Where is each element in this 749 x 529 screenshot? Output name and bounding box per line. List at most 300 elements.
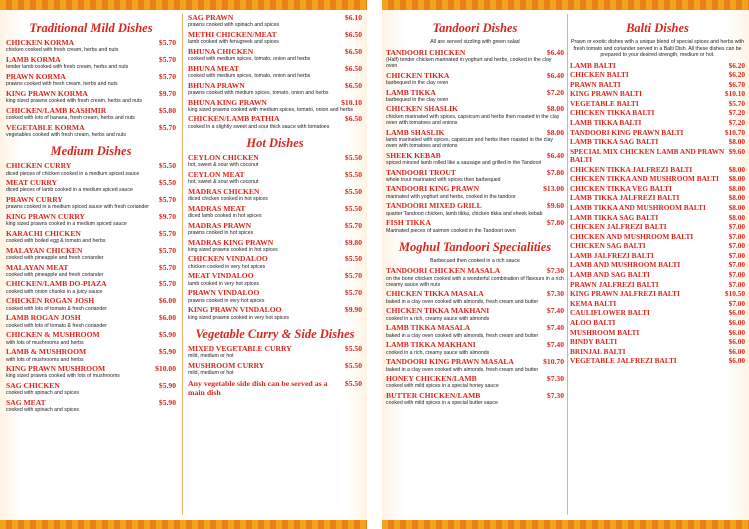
dish-price: $7.20 xyxy=(728,118,745,128)
menu-item-row xyxy=(570,223,745,231)
menu-item-row xyxy=(570,204,745,212)
dish-name: TANDOORI MIXED GRILL xyxy=(386,201,482,211)
dish-name: METHI CHICKEN/MEAT xyxy=(188,29,277,39)
dish-description: cooked with spinach and spices xyxy=(6,407,79,414)
dish-name: LAMB TIKKA xyxy=(386,87,436,97)
menu-item xyxy=(386,324,564,339)
dish-description: cooked with onion chunks in a juicy sauce xyxy=(6,288,103,295)
dish-description: diced pieces of lamb cooked in a medium spiced sauce xyxy=(6,187,133,194)
dish-price: $10.50 xyxy=(724,289,745,299)
dish-price: $7.00 xyxy=(728,241,745,251)
dish-description: king sized prawns cooked in hot spices xyxy=(188,246,278,253)
dish-price: $5.70 xyxy=(344,220,362,230)
dish-description: vegetables cooked with fresh cream, herbs and nuts xyxy=(6,131,126,138)
dish-price: $5.50 xyxy=(344,378,362,388)
dish-description: cooked with boiled egg & tomato and herbs xyxy=(6,238,106,245)
menu-item xyxy=(386,89,564,104)
menu-item-row xyxy=(6,247,176,255)
dish-name: PRAWN BALTI xyxy=(570,79,621,89)
menu-item xyxy=(188,205,362,220)
menu-item-row xyxy=(570,100,745,108)
dish-description: cooked with pineapple and fresh coriander xyxy=(6,255,104,262)
dish-price: $5.70 xyxy=(158,54,176,64)
dish-name: CHICKEN/LAMB DO-PIAZA xyxy=(6,279,107,289)
dish-name: MALAYAN CHICKEN xyxy=(6,245,83,255)
dish-name: CHICKEN TIKKA MASALA xyxy=(386,289,484,299)
dish-name: LAMB & MUSHROOM xyxy=(6,347,87,357)
dish-name: CHICKEN SAG BALTI xyxy=(570,241,646,251)
menu-item xyxy=(386,341,564,356)
menu-item-row xyxy=(570,290,745,298)
dish-price: $7.20 xyxy=(546,87,564,97)
dish-name: CHICKEN/LAMB PATHIA xyxy=(188,114,280,124)
dish-description: lamb cooked in very hot spices xyxy=(188,280,259,287)
menu-item-row xyxy=(188,48,362,56)
dish-price: $7.00 xyxy=(728,250,745,260)
dish-description: barbequed in the clay oven xyxy=(386,96,449,103)
dish-description: tender lamb cooked with fresh cream, herbs and nuts xyxy=(6,64,129,71)
dish-description: with lots of mushrooms and herbs xyxy=(6,356,84,363)
menu-item xyxy=(570,90,745,98)
dish-price: $8.00 xyxy=(728,202,745,212)
menu-item xyxy=(188,31,362,46)
menu-item xyxy=(570,271,745,279)
dish-price: $7.30 xyxy=(546,289,564,299)
dish-description: chicken cooked in very hot spices xyxy=(188,263,266,270)
menu-item xyxy=(570,119,745,127)
menu-item-row xyxy=(6,280,176,288)
dish-price: $8.00 xyxy=(546,104,564,114)
dish-description: cooked with mild spices in a special butter sauce xyxy=(386,400,498,407)
menu-column xyxy=(570,14,745,517)
dish-description: baked in a clay oven cooked with almonds, fresh cream and butter xyxy=(386,332,539,339)
menu-item-row xyxy=(386,324,564,332)
menu-item-row xyxy=(6,73,176,81)
menu-item xyxy=(570,129,745,137)
dish-description: king sized prawns cooked with medium spices, tomato, onion and herbs xyxy=(188,106,353,113)
dish-description: quarter Tandoori chicken, lamb tikka, chicken tikka and sheek kebab xyxy=(386,210,543,217)
dish-price: $8.00 xyxy=(546,127,564,137)
dish-price: $6.50 xyxy=(344,63,362,73)
menu-item-row xyxy=(188,379,362,397)
menu-item xyxy=(6,331,176,346)
menu-item-row xyxy=(386,105,564,113)
dish-name: LAMB ROGAN JOSH xyxy=(6,313,81,323)
menu-item xyxy=(570,329,745,337)
menu-item xyxy=(6,247,176,262)
dish-name: PRAWN JALFREZI BALTI xyxy=(570,279,659,289)
menu-item-row xyxy=(386,341,564,349)
dish-name: BHUNA MEAT xyxy=(188,63,240,73)
menu-item xyxy=(570,100,745,108)
dish-name: SAG PRAWN xyxy=(188,14,234,22)
menu-item-row xyxy=(570,71,745,79)
menu-item-row xyxy=(570,300,745,308)
dish-price: $8.00 xyxy=(728,212,745,222)
dish-price: $5.70 xyxy=(158,194,176,204)
menu-item xyxy=(188,82,362,97)
section-heading: Balti Dishes xyxy=(626,21,689,35)
menu-item xyxy=(188,239,362,254)
dish-name: KING PRAWN KORMA xyxy=(6,88,88,98)
menu-item-row xyxy=(570,81,745,89)
dish-description: prawns cooked with fresh cream, herbs and nuts xyxy=(6,81,118,88)
dish-description: marinated with yoghurt and herbs, cooked in the tandoor xyxy=(386,193,516,200)
dish-price: $6.40 xyxy=(546,70,564,80)
dish-price: $6.20 xyxy=(728,70,745,80)
dish-price: $5.70 xyxy=(158,245,176,255)
menu-item-row xyxy=(386,375,564,383)
menu-item-row xyxy=(188,65,362,73)
menu-item xyxy=(570,309,745,317)
dish-price: $6.50 xyxy=(344,114,362,124)
menu-item xyxy=(188,171,362,186)
menu-item-row xyxy=(570,119,745,127)
menu-item xyxy=(386,72,564,87)
dish-name: VEGETABLE JALFREZI BALTI xyxy=(570,356,677,366)
section-intro: Prawn or exotic dishes with a unique blend of special spices and herbs with fresh tomato and coriander served in a Balti Dish. All these dishes can be prepared to your desired strength, medium or hot. xyxy=(570,39,744,58)
dish-name: LAMB KORMA xyxy=(6,54,61,64)
dish-price: $5.50 xyxy=(344,153,362,163)
menu-item-row xyxy=(570,148,745,164)
menu-item-row xyxy=(188,82,362,90)
menu-item-row xyxy=(386,219,564,227)
menu-item-row xyxy=(570,175,745,183)
dish-price: $6.00 xyxy=(728,356,745,366)
dish-name: KING PRAWN MUSHROOM xyxy=(6,364,106,374)
menu-item xyxy=(188,379,362,397)
dish-name: PRAWN CURRY xyxy=(6,194,63,204)
menu-item-row xyxy=(6,331,176,339)
dish-name: MUSHROOM CURRY xyxy=(188,360,265,370)
dish-description: mild, medium or hot xyxy=(188,370,234,377)
dish-name: FISH TIKKA xyxy=(386,218,431,228)
dish-description: diced pieces of chicken cooked in a medium spiced sauce xyxy=(6,170,140,177)
dish-name: TANDOORI CHICKEN xyxy=(386,47,466,57)
dish-name: SAG CHICKEN xyxy=(6,380,60,390)
dish-name: LAMB TIKKA MAKHANI xyxy=(386,340,476,350)
menu-item-row xyxy=(6,230,176,238)
menu-item xyxy=(6,179,176,194)
dish-name: BHUNA CHICKEN xyxy=(188,46,254,56)
dish-price: $7.00 xyxy=(728,270,745,280)
menu-item-row xyxy=(188,362,362,370)
menu-item xyxy=(570,252,745,260)
menu-item xyxy=(386,290,564,305)
menu-item-row xyxy=(188,115,362,123)
menu-item-row xyxy=(6,196,176,204)
dish-price: $6.00 xyxy=(158,313,176,323)
dish-price: $5.70 xyxy=(158,279,176,289)
dish-price: $7.40 xyxy=(546,306,564,316)
menu-item-row xyxy=(570,214,745,222)
decorative-border-top xyxy=(0,0,367,10)
dish-name: CHICKEN TIKKA MAKHANI xyxy=(386,306,490,316)
dish-name: SAG MEAT xyxy=(6,397,46,407)
menu-item xyxy=(386,307,564,322)
menu-item-row xyxy=(570,357,745,365)
menu-item xyxy=(570,319,745,327)
dish-description: cooked in a rich, creamy sauce with almonds xyxy=(386,349,490,356)
menu-item xyxy=(6,348,176,363)
dish-price: $5.90 xyxy=(158,380,176,390)
menu-column xyxy=(6,14,176,517)
menu-item-row xyxy=(188,306,362,314)
menu-item-row xyxy=(188,171,362,179)
dish-name: LAMB TIKKA SAG BALTI xyxy=(570,137,659,147)
dish-price: $7.40 xyxy=(546,340,564,350)
menu-item-row xyxy=(188,222,362,230)
menu-column xyxy=(386,14,564,517)
menu-item xyxy=(386,185,564,200)
dish-name: BINDY BALTI xyxy=(570,337,618,347)
dish-price: $5.50 xyxy=(158,178,176,188)
dish-price: $5.70 xyxy=(158,71,176,81)
dish-description: lamb marinated with spices, capsicum and herbs then roasted in the clay oven with tomatoes and onions xyxy=(386,136,553,150)
menu-item-row xyxy=(6,179,176,187)
menu-item xyxy=(570,138,745,146)
dish-description: mild, medium or hot xyxy=(188,353,234,360)
dish-price: $9.70 xyxy=(158,211,176,221)
decorative-border-bottom xyxy=(382,520,749,529)
dish-name: KARACHI CHICKEN xyxy=(6,228,81,238)
menu-item xyxy=(6,39,176,54)
dish-name: KING PRAWN JALFREZI BALTI xyxy=(570,289,680,299)
dish-description: cooked with lots of tomato & fresh coriander xyxy=(6,322,107,329)
dish-price: $5.50 xyxy=(158,161,176,171)
dish-price: $10.00 xyxy=(155,364,176,374)
menu-item xyxy=(570,338,745,346)
dish-name: MADRAS MEAT xyxy=(188,203,246,213)
menu-item-row xyxy=(570,338,745,346)
menu-item-row xyxy=(188,205,362,213)
menu-item-row xyxy=(6,90,176,98)
dish-name: CHICKEN VINDALOO xyxy=(188,254,268,264)
dish-price: $5.80 xyxy=(158,105,176,115)
dish-name: MEAT VINDALOO xyxy=(188,271,254,281)
dish-name: TANDOORI KING PRAWN BALTI xyxy=(570,127,684,137)
menu-item-row xyxy=(386,267,564,275)
menu-item xyxy=(570,214,745,222)
menu-item xyxy=(6,162,176,177)
dish-name: BHUNA KING PRAWN xyxy=(188,97,267,107)
menu-page-right xyxy=(382,0,749,529)
dish-price: $8.00 xyxy=(728,193,745,203)
menu-item xyxy=(6,56,176,71)
menu-item-row xyxy=(386,129,564,137)
dish-price: $6.10 xyxy=(344,14,362,22)
dish-name: VEGETABLE KORMA xyxy=(6,122,85,132)
menu-column xyxy=(188,14,362,517)
dish-price: $10.70 xyxy=(543,357,564,367)
menu-item xyxy=(570,166,745,174)
dish-name: CHICKEN TIKKA BALTI xyxy=(570,108,655,118)
dish-name: LAMB TIKKA BALTI xyxy=(570,118,642,128)
dish-price: $5.70 xyxy=(158,262,176,272)
dish-price: $7.40 xyxy=(546,323,564,333)
dish-name: BUTTER CHICKEN/LAMB xyxy=(386,390,481,400)
column-divider xyxy=(182,14,183,515)
dish-name: CHICKEN ROGAN JOSH xyxy=(6,296,95,306)
dish-price: $9.70 xyxy=(158,88,176,98)
dish-price: $8.00 xyxy=(728,174,745,184)
menu-item xyxy=(188,65,362,80)
dish-price: $10.10 xyxy=(724,89,745,99)
section-heading: Tandoori Dishes xyxy=(432,21,518,35)
menu-item-row xyxy=(188,289,362,297)
menu-item xyxy=(6,280,176,295)
menu-item-row xyxy=(188,239,362,247)
menu-item-row xyxy=(570,194,745,202)
menu-item xyxy=(386,202,564,217)
dish-description: prawns cooked in hot spices xyxy=(188,230,254,237)
dish-description: king sized prawns cooked in very hot spices xyxy=(188,314,289,321)
dish-price: $7.00 xyxy=(728,298,745,308)
menu-item-row xyxy=(570,261,745,269)
dish-name: TANDOORI CHICKEN MASALA xyxy=(386,266,501,276)
menu-item-row xyxy=(6,162,176,170)
menu-item xyxy=(6,314,176,329)
menu-item-row xyxy=(6,314,176,322)
dish-name: CAULIFLOWER BALTI xyxy=(570,308,650,318)
dish-name: PRAWN VINDALOO xyxy=(188,288,260,298)
dish-price: $6.00 xyxy=(728,346,745,356)
dish-name: LAMB TIKKA MASALA xyxy=(386,323,471,333)
dish-price: $5.70 xyxy=(728,98,745,108)
dish-name: MADRAS KING PRAWN xyxy=(188,237,274,247)
menu-item-row xyxy=(386,290,564,298)
dish-description: cooked in a rich, creamy sauce with almonds xyxy=(386,315,490,322)
decorative-border-top xyxy=(382,0,749,10)
dish-description: prawns cooked with medium spices, tomato, onion and herbs xyxy=(188,90,329,97)
dish-price: $6.40 xyxy=(546,150,564,160)
dish-name: CEYLON CHICKEN xyxy=(188,153,259,163)
menu-item xyxy=(570,290,745,298)
dish-price: $6.00 xyxy=(728,337,745,347)
menu-item-row xyxy=(6,399,176,407)
menu-item-row xyxy=(6,124,176,132)
menu-item xyxy=(188,289,362,304)
menu-item-row xyxy=(6,348,176,356)
dish-description: chicken cooked with fresh cream, herbs and nuts xyxy=(6,47,119,54)
menu-item xyxy=(6,196,176,211)
menu-item-row xyxy=(6,56,176,64)
menu-item xyxy=(188,14,362,29)
dish-price: $7.80 xyxy=(546,167,564,177)
dish-price: $6.50 xyxy=(344,80,362,90)
dish-description: prawns cooked with spinach and spices xyxy=(188,22,280,29)
menu-item xyxy=(386,129,564,150)
dish-description: cooked with medium spices, tomato, onion and herbs xyxy=(188,56,311,63)
dish-price: $5.50 xyxy=(344,186,362,196)
dish-price: $7.80 xyxy=(546,218,564,228)
dish-name: CHICKEN TIKKA JALFREZI BALTI xyxy=(570,164,693,174)
dish-name: LAMB AND MUSHROOM BALTI xyxy=(570,260,681,270)
dish-description: cooked with lots of banana, fresh cream, herbs and nuts xyxy=(6,115,135,122)
dish-description: cooked with spinach and spices xyxy=(6,390,79,397)
dish-description: king sized prawns cooked with lots of mushrooms xyxy=(6,373,120,380)
menu-item-row xyxy=(6,382,176,390)
menu-item xyxy=(6,213,176,228)
dish-name: CHICKEN SHASLIK xyxy=(386,104,458,114)
dish-description: hot, sweet & sour with coconut xyxy=(188,179,259,186)
dish-price: $7.00 xyxy=(728,231,745,241)
dish-name: PRAWN KORMA xyxy=(6,71,66,81)
menu-item xyxy=(386,105,564,126)
dish-name: LAMB SHASLIK xyxy=(386,127,445,137)
dish-price: $13.00 xyxy=(543,184,564,194)
menu-item xyxy=(188,115,362,130)
dish-description: diced lamb cooked in hot spices xyxy=(188,213,262,220)
dish-name: TANDOORI KING PRAWN MASALA xyxy=(386,357,514,367)
dish-name: KING PRAWN BALTI xyxy=(570,89,642,99)
menu-item xyxy=(6,365,176,380)
dish-description: hot, sweet & sour with coconut xyxy=(188,162,259,169)
dish-description: cooked in a slightly sweet and sour thick sauce with tomatoes xyxy=(188,123,330,130)
dish-description: whole trout marinated with spices then barbequed xyxy=(386,176,501,183)
dish-description: (Half) tender chicken marinated in yoghurt and herbs, cooked in the clay oven xyxy=(386,56,552,70)
dish-price: $5.90 xyxy=(158,397,176,407)
menu-item xyxy=(570,71,745,79)
menu-item-row xyxy=(570,281,745,289)
section-heading: Moghul Tandoori Specialities xyxy=(398,239,552,254)
menu-item xyxy=(188,272,362,287)
dish-description: spiced minced lamb rolled like a sausage and grilled in the Tandoori xyxy=(386,160,542,167)
dish-description: king sized prawns cooked in a medium spiced sauce xyxy=(6,221,127,228)
menu-item xyxy=(570,242,745,250)
section-heading: Traditional Mild Dishes xyxy=(29,21,153,35)
menu-item xyxy=(386,375,564,390)
menu-item-row xyxy=(6,107,176,115)
dish-price: $10.70 xyxy=(724,127,745,137)
menu-item-row xyxy=(386,307,564,315)
menu-item-row xyxy=(188,99,362,107)
dish-name: SHEEK KEBAB xyxy=(386,150,441,160)
dish-description: baked in a clay oven cooked with almonds, fresh cream and butter xyxy=(386,298,539,305)
dish-name: LAMB TIKKA AND MUSHROOM BALTI xyxy=(570,202,706,212)
menu-item-row xyxy=(386,392,564,400)
dish-price: $6.50 xyxy=(344,46,362,56)
section-heading: Vegetable Curry & Side Dishes xyxy=(195,326,355,341)
section-intro: Barbecued then cooked in a rich sauce xyxy=(430,257,520,264)
dish-name: CHICKEN/LAMB KASHMIR xyxy=(6,105,107,115)
dish-description: cooked with lots of tomato & fresh coriander xyxy=(6,305,107,312)
column-divider xyxy=(567,14,568,515)
dish-price: $7.00 xyxy=(728,260,745,270)
dish-name: CHICKEN CURRY xyxy=(6,161,72,171)
dish-price: $6.00 xyxy=(158,296,176,306)
dish-name: MEAT CURRY xyxy=(6,178,58,188)
menu-item xyxy=(570,233,745,241)
menu-item-row xyxy=(386,169,564,177)
menu-item-row xyxy=(570,271,745,279)
decorative-border-bottom xyxy=(0,520,367,529)
menu-item-row xyxy=(188,154,362,162)
dish-name: MALAYAN MEAT xyxy=(6,262,69,272)
dish-price: $9.60 xyxy=(546,201,564,211)
dish-price: $5.50 xyxy=(344,254,362,264)
menu-item-row xyxy=(570,109,745,117)
menu-item xyxy=(570,148,745,164)
menu-item xyxy=(570,194,745,202)
dish-price: $5.50 xyxy=(344,169,362,179)
section-intro: All are served sizzling with green salad xyxy=(430,39,520,45)
dish-name: MIXED VEGETABLE CURRY xyxy=(188,343,292,353)
dish-price: $5.70 xyxy=(158,228,176,238)
dish-description: diced chicken cooked in hot spices xyxy=(188,196,268,203)
dish-name: VEGETABLE BALTI xyxy=(570,98,639,108)
menu-item xyxy=(188,345,362,360)
